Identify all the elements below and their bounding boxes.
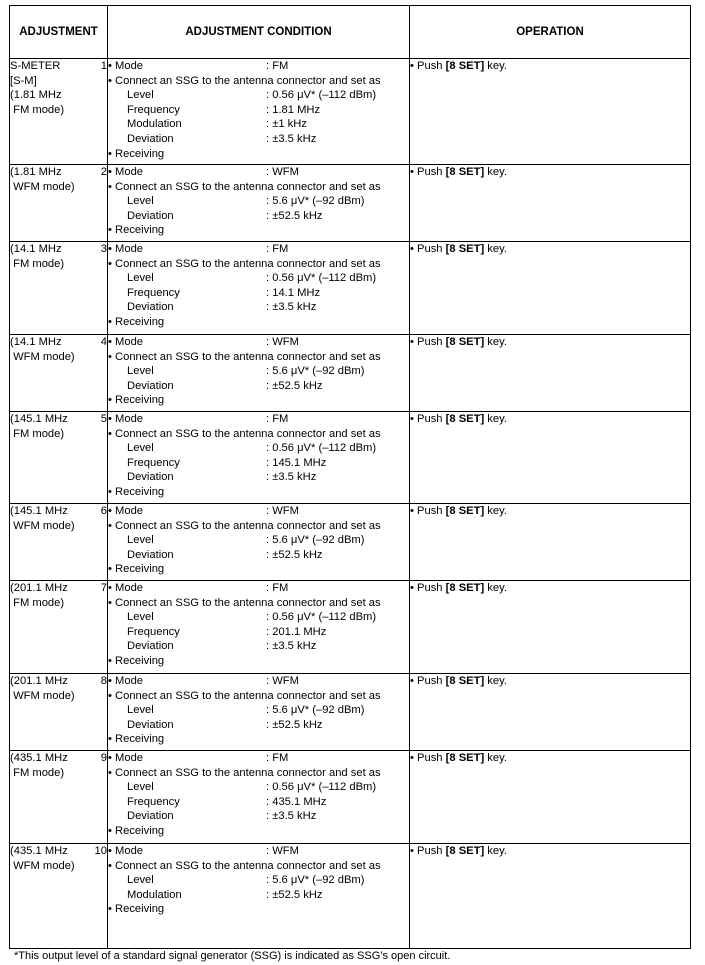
condition-cell <box>108 242 410 335</box>
adjustment-line: (14.1 MHz <box>10 243 62 255</box>
key-label: [8 SET] <box>445 845 485 857</box>
adjustment-cell <box>10 751 89 844</box>
mode-line <box>108 504 409 519</box>
operation-text: • Push <box>410 675 446 687</box>
mode-line <box>108 581 409 596</box>
operation-text-end: key. <box>484 413 507 425</box>
mode-label: • Mode <box>108 166 144 178</box>
mode-label: • Mode <box>108 413 144 425</box>
parameter-label: Frequency <box>127 286 180 299</box>
parameter-label: Deviation <box>127 301 174 314</box>
operation-text: • Push <box>410 60 446 72</box>
condition-cell <box>108 165 410 242</box>
condition-cell <box>108 581 410 674</box>
parameter-label: Level <box>127 442 154 455</box>
mode-line <box>108 335 409 350</box>
connect-instruction: • Connect an SSG to the antenna connector and set as <box>108 689 381 702</box>
step-number: 3 <box>89 242 108 335</box>
step-number: 10 <box>89 844 108 949</box>
parameter-line <box>108 548 409 563</box>
adjustment-cell <box>10 165 89 242</box>
operation-text: • Push <box>410 845 446 857</box>
key-label: [8 SET] <box>445 243 485 255</box>
key-label: [8 SET] <box>445 675 485 687</box>
key-label: [8 SET] <box>445 413 485 425</box>
operation-cell <box>410 59 691 165</box>
adjustment-cell <box>10 581 89 674</box>
operation-cell <box>410 581 691 674</box>
adjustment-line: (435.1 MHz <box>10 752 68 764</box>
parameter-value: : 5.6 μV* (–92 dBm) <box>266 534 365 547</box>
connect-instruction: • Connect an SSG to the antenna connector and set as <box>108 257 381 270</box>
adjustment-line: FM mode) <box>10 103 65 116</box>
table-row <box>10 242 691 335</box>
parameter-value: : 201.1 MHz <box>266 625 327 638</box>
adjustment-cell <box>10 412 89 504</box>
parameter-value: : 5.6 μV* (–92 dBm) <box>266 195 365 208</box>
parameter-label: Deviation <box>127 810 174 823</box>
adjustment-cell <box>10 59 89 165</box>
mode-value: : FM <box>266 752 289 764</box>
adjustment-line: WFM mode) <box>10 180 75 193</box>
parameter-value: : ±1 kHz <box>266 118 307 131</box>
adjustment-line: WFM mode) <box>10 350 75 363</box>
condition-cell <box>108 844 410 949</box>
receiving-line: • Receiving <box>108 824 165 837</box>
parameter-label: Modulation <box>127 118 182 131</box>
parameter-value: : 0.56 μV* (–112 dBm) <box>266 611 377 624</box>
parameter-value: : ±52.5 kHz <box>266 379 323 392</box>
operation-text: • Push <box>410 336 446 348</box>
parameter-label: Level <box>127 781 154 794</box>
adjustment-line: WFM mode) <box>10 689 75 702</box>
adjustment-line: FM mode) <box>10 427 65 440</box>
step-number: 6 <box>89 504 108 581</box>
parameter-value: : 0.56 μV* (–112 dBm) <box>266 89 377 102</box>
mode-value: : WFM <box>266 336 299 348</box>
parameter-value: : 5.6 μV* (–92 dBm) <box>266 704 365 717</box>
operation-text-end: key. <box>484 60 507 72</box>
mode-label: • Mode <box>108 336 144 348</box>
parameter-line <box>108 117 409 132</box>
connect-instruction: • Connect an SSG to the antenna connector and set as <box>108 596 381 609</box>
table-row <box>10 59 691 165</box>
mode-label: • Mode <box>108 60 144 72</box>
adjustment-line: (14.1 MHz <box>10 336 62 348</box>
parameter-label: Frequency <box>127 103 180 116</box>
parameter-value: : 5.6 μV* (–92 dBm) <box>266 874 365 887</box>
parameter-label: Deviation <box>127 548 174 561</box>
parameter-line <box>108 718 409 733</box>
step-number: 5 <box>89 412 108 504</box>
mode-value: : WFM <box>266 505 299 517</box>
parameter-line <box>108 456 409 471</box>
mode-line <box>108 59 409 74</box>
parameter-line <box>108 888 409 903</box>
receiving-line: • Receiving <box>108 563 165 576</box>
adjustment-cell <box>10 335 89 412</box>
operation-cell <box>410 242 691 335</box>
receiving-line: • Receiving <box>108 485 165 498</box>
table-row <box>10 581 691 674</box>
connect-instruction: • Connect an SSG to the antenna connector and set as <box>108 74 381 87</box>
parameter-value: : ±3.5 kHz <box>266 132 317 145</box>
parameter-line <box>108 533 409 548</box>
operation-text-end: key. <box>484 336 507 348</box>
parameter-label: Frequency <box>127 456 180 469</box>
connect-instruction: • Connect an SSG to the antenna connector and set as <box>108 427 381 440</box>
parameter-label: Level <box>127 89 154 102</box>
parameter-line <box>108 132 409 147</box>
parameter-value: : ±52.5 kHz <box>266 209 323 222</box>
receiving-line: • Receiving <box>108 733 165 746</box>
adjustment-cell <box>10 504 89 581</box>
condition-cell <box>108 412 410 504</box>
mode-label: • Mode <box>108 243 144 255</box>
mode-value: : FM <box>266 582 289 594</box>
operation-cell <box>410 751 691 844</box>
mode-line <box>108 844 409 859</box>
operation-text-end: key. <box>484 675 507 687</box>
condition-cell <box>108 335 410 412</box>
parameter-line <box>108 625 409 640</box>
table-row <box>10 504 691 581</box>
key-label: [8 SET] <box>445 752 485 764</box>
mode-label: • Mode <box>108 675 144 687</box>
header-adjustment-condition: ADJUSTMENT CONDITION <box>108 6 410 59</box>
mode-line <box>108 751 409 766</box>
step-number: 4 <box>89 335 108 412</box>
parameter-value: : ±52.5 kHz <box>266 718 323 731</box>
operation-text: • Push <box>410 166 446 178</box>
mode-value: : FM <box>266 243 289 255</box>
adjustment-line: FM mode) <box>10 257 65 270</box>
table-row <box>10 844 691 949</box>
mode-label: • Mode <box>108 752 144 764</box>
parameter-value: : ±3.5 kHz <box>266 301 317 314</box>
key-label: [8 SET] <box>445 582 485 594</box>
adjustment-line: [S-M] <box>10 74 37 87</box>
adjustment-line: WFM mode) <box>10 859 75 872</box>
adjustment-table <box>9 5 691 949</box>
mode-label: • Mode <box>108 845 144 857</box>
parameter-line <box>108 271 409 286</box>
parameter-line <box>108 103 409 118</box>
operation-text: • Push <box>410 505 446 517</box>
parameter-line <box>108 286 409 301</box>
parameter-value: : 0.56 μV* (–112 dBm) <box>266 272 377 285</box>
adjustment-line: (201.1 MHz <box>10 675 68 687</box>
parameter-value: : ±3.5 kHz <box>266 471 317 484</box>
footnote: *This output level of a standard signal generator (SSG) is indicated as SSG’s open circuit. <box>14 950 451 962</box>
parameter-value: : ±52.5 kHz <box>266 548 323 561</box>
parameter-label: Deviation <box>127 640 174 653</box>
mode-line <box>108 412 409 427</box>
parameter-label: Level <box>127 611 154 624</box>
key-label: [8 SET] <box>445 60 485 72</box>
parameter-line <box>108 364 409 379</box>
mode-label: • Mode <box>108 505 144 517</box>
parameter-label: Deviation <box>127 209 174 222</box>
operation-text: • Push <box>410 243 446 255</box>
adjustment-line: (145.1 MHz <box>10 413 68 425</box>
operation-text: • Push <box>410 582 446 594</box>
header-operation: OPERATION <box>410 6 691 59</box>
parameter-label: Deviation <box>127 379 174 392</box>
receiving-line: • Receiving <box>108 394 165 407</box>
parameter-line <box>108 639 409 654</box>
operation-cell <box>410 335 691 412</box>
table-row <box>10 165 691 242</box>
adjustment-line: FM mode) <box>10 766 65 779</box>
parameter-label: Frequency <box>127 625 180 638</box>
parameter-line <box>108 300 409 315</box>
adjustment-line: (435.1 MHz <box>10 845 68 857</box>
parameter-line <box>108 379 409 394</box>
parameter-label: Deviation <box>127 718 174 731</box>
parameter-label: Level <box>127 874 154 887</box>
adjustment-line: (1.81 MHz <box>10 89 62 102</box>
connect-instruction: • Connect an SSG to the antenna connector and set as <box>108 350 381 363</box>
table-row <box>10 335 691 412</box>
parameter-line <box>108 610 409 625</box>
key-label: [8 SET] <box>445 166 485 178</box>
table-row <box>10 674 691 751</box>
parameter-line <box>108 780 409 795</box>
parameter-label: Frequency <box>127 795 180 808</box>
connect-instruction: • Connect an SSG to the antenna connector and set as <box>108 519 381 532</box>
parameter-label: Level <box>127 195 154 208</box>
operation-cell <box>410 412 691 504</box>
connect-instruction: • Connect an SSG to the antenna connector and set as <box>108 859 381 872</box>
parameter-value: : ±3.5 kHz <box>266 640 317 653</box>
mode-line <box>108 674 409 689</box>
condition-cell <box>108 504 410 581</box>
mode-value: : WFM <box>266 166 299 178</box>
parameter-value: : 1.81 MHz <box>266 103 321 116</box>
parameter-label: Level <box>127 365 154 378</box>
connect-instruction: • Connect an SSG to the antenna connector and set as <box>108 180 381 193</box>
parameter-line <box>108 703 409 718</box>
condition-cell <box>108 751 410 844</box>
parameter-value: : 0.56 μV* (–112 dBm) <box>266 781 377 794</box>
parameter-value: : 145.1 MHz <box>266 456 327 469</box>
mode-label: • Mode <box>108 582 144 594</box>
parameter-line <box>108 194 409 209</box>
parameter-label: Level <box>127 704 154 717</box>
operation-text: • Push <box>410 752 446 764</box>
receiving-line: • Receiving <box>108 315 165 328</box>
operation-cell <box>410 674 691 751</box>
parameter-label: Deviation <box>127 132 174 145</box>
adjustment-line: (1.81 MHz <box>10 166 62 178</box>
parameter-label: Level <box>127 534 154 547</box>
parameter-label: Deviation <box>127 471 174 484</box>
parameter-line <box>108 470 409 485</box>
parameter-line <box>108 209 409 224</box>
adjustment-cell <box>10 674 89 751</box>
step-number: 1 <box>89 59 108 165</box>
connect-instruction: • Connect an SSG to the antenna connector and set as <box>108 766 381 779</box>
receiving-line: • Receiving <box>108 654 165 667</box>
parameter-value: : ±52.5 kHz <box>266 888 323 901</box>
parameter-line <box>108 873 409 888</box>
parameter-value: : ±3.5 kHz <box>266 810 317 823</box>
mode-line <box>108 165 409 180</box>
operation-text-end: key. <box>484 582 507 594</box>
condition-cell <box>108 674 410 751</box>
parameter-value: : 5.6 μV* (–92 dBm) <box>266 365 365 378</box>
table-row <box>10 412 691 504</box>
key-label: [8 SET] <box>445 505 485 517</box>
operation-text-end: key. <box>484 243 507 255</box>
table-row <box>10 751 691 844</box>
operation-text: • Push <box>410 413 446 425</box>
step-number: 2 <box>89 165 108 242</box>
operation-cell <box>410 165 691 242</box>
header-row <box>10 6 691 59</box>
parameter-line <box>108 88 409 103</box>
parameter-label: Modulation <box>127 888 182 901</box>
parameter-value: : 0.56 μV* (–112 dBm) <box>266 442 377 455</box>
mode-value: : WFM <box>266 675 299 687</box>
operation-text-end: key. <box>484 505 507 517</box>
mode-value: : WFM <box>266 845 299 857</box>
step-number: 7 <box>89 581 108 674</box>
operation-text-end: key. <box>484 752 507 764</box>
operation-cell <box>410 504 691 581</box>
parameter-line <box>108 795 409 810</box>
header-adjustment: ADJUSTMENT <box>10 6 108 59</box>
mode-value: : FM <box>266 413 289 425</box>
condition-cell <box>108 59 410 165</box>
operation-text-end: key. <box>484 166 507 178</box>
adjustment-line: (145.1 MHz <box>10 505 68 517</box>
mode-value: : FM <box>266 60 289 72</box>
step-number: 9 <box>89 751 108 844</box>
operation-text-end: key. <box>484 845 507 857</box>
step-number: 8 <box>89 674 108 751</box>
parameter-value: : 435.1 MHz <box>266 795 327 808</box>
adjustment-line: FM mode) <box>10 596 65 609</box>
operation-cell <box>410 844 691 949</box>
parameter-value: : 14.1 MHz <box>266 286 321 299</box>
receiving-line: • Receiving <box>108 147 165 160</box>
receiving-line: • Receiving <box>108 903 165 916</box>
mode-line <box>108 242 409 257</box>
adjustment-line: WFM mode) <box>10 519 75 532</box>
parameter-label: Level <box>127 272 154 285</box>
adjustment-cell <box>10 844 89 949</box>
key-label: [8 SET] <box>445 336 485 348</box>
adjustment-cell <box>10 242 89 335</box>
parameter-line <box>108 809 409 824</box>
parameter-line <box>108 441 409 456</box>
adjustment-line: S-METER <box>10 60 61 72</box>
adjustment-line: (201.1 MHz <box>10 582 68 594</box>
receiving-line: • Receiving <box>108 224 165 237</box>
